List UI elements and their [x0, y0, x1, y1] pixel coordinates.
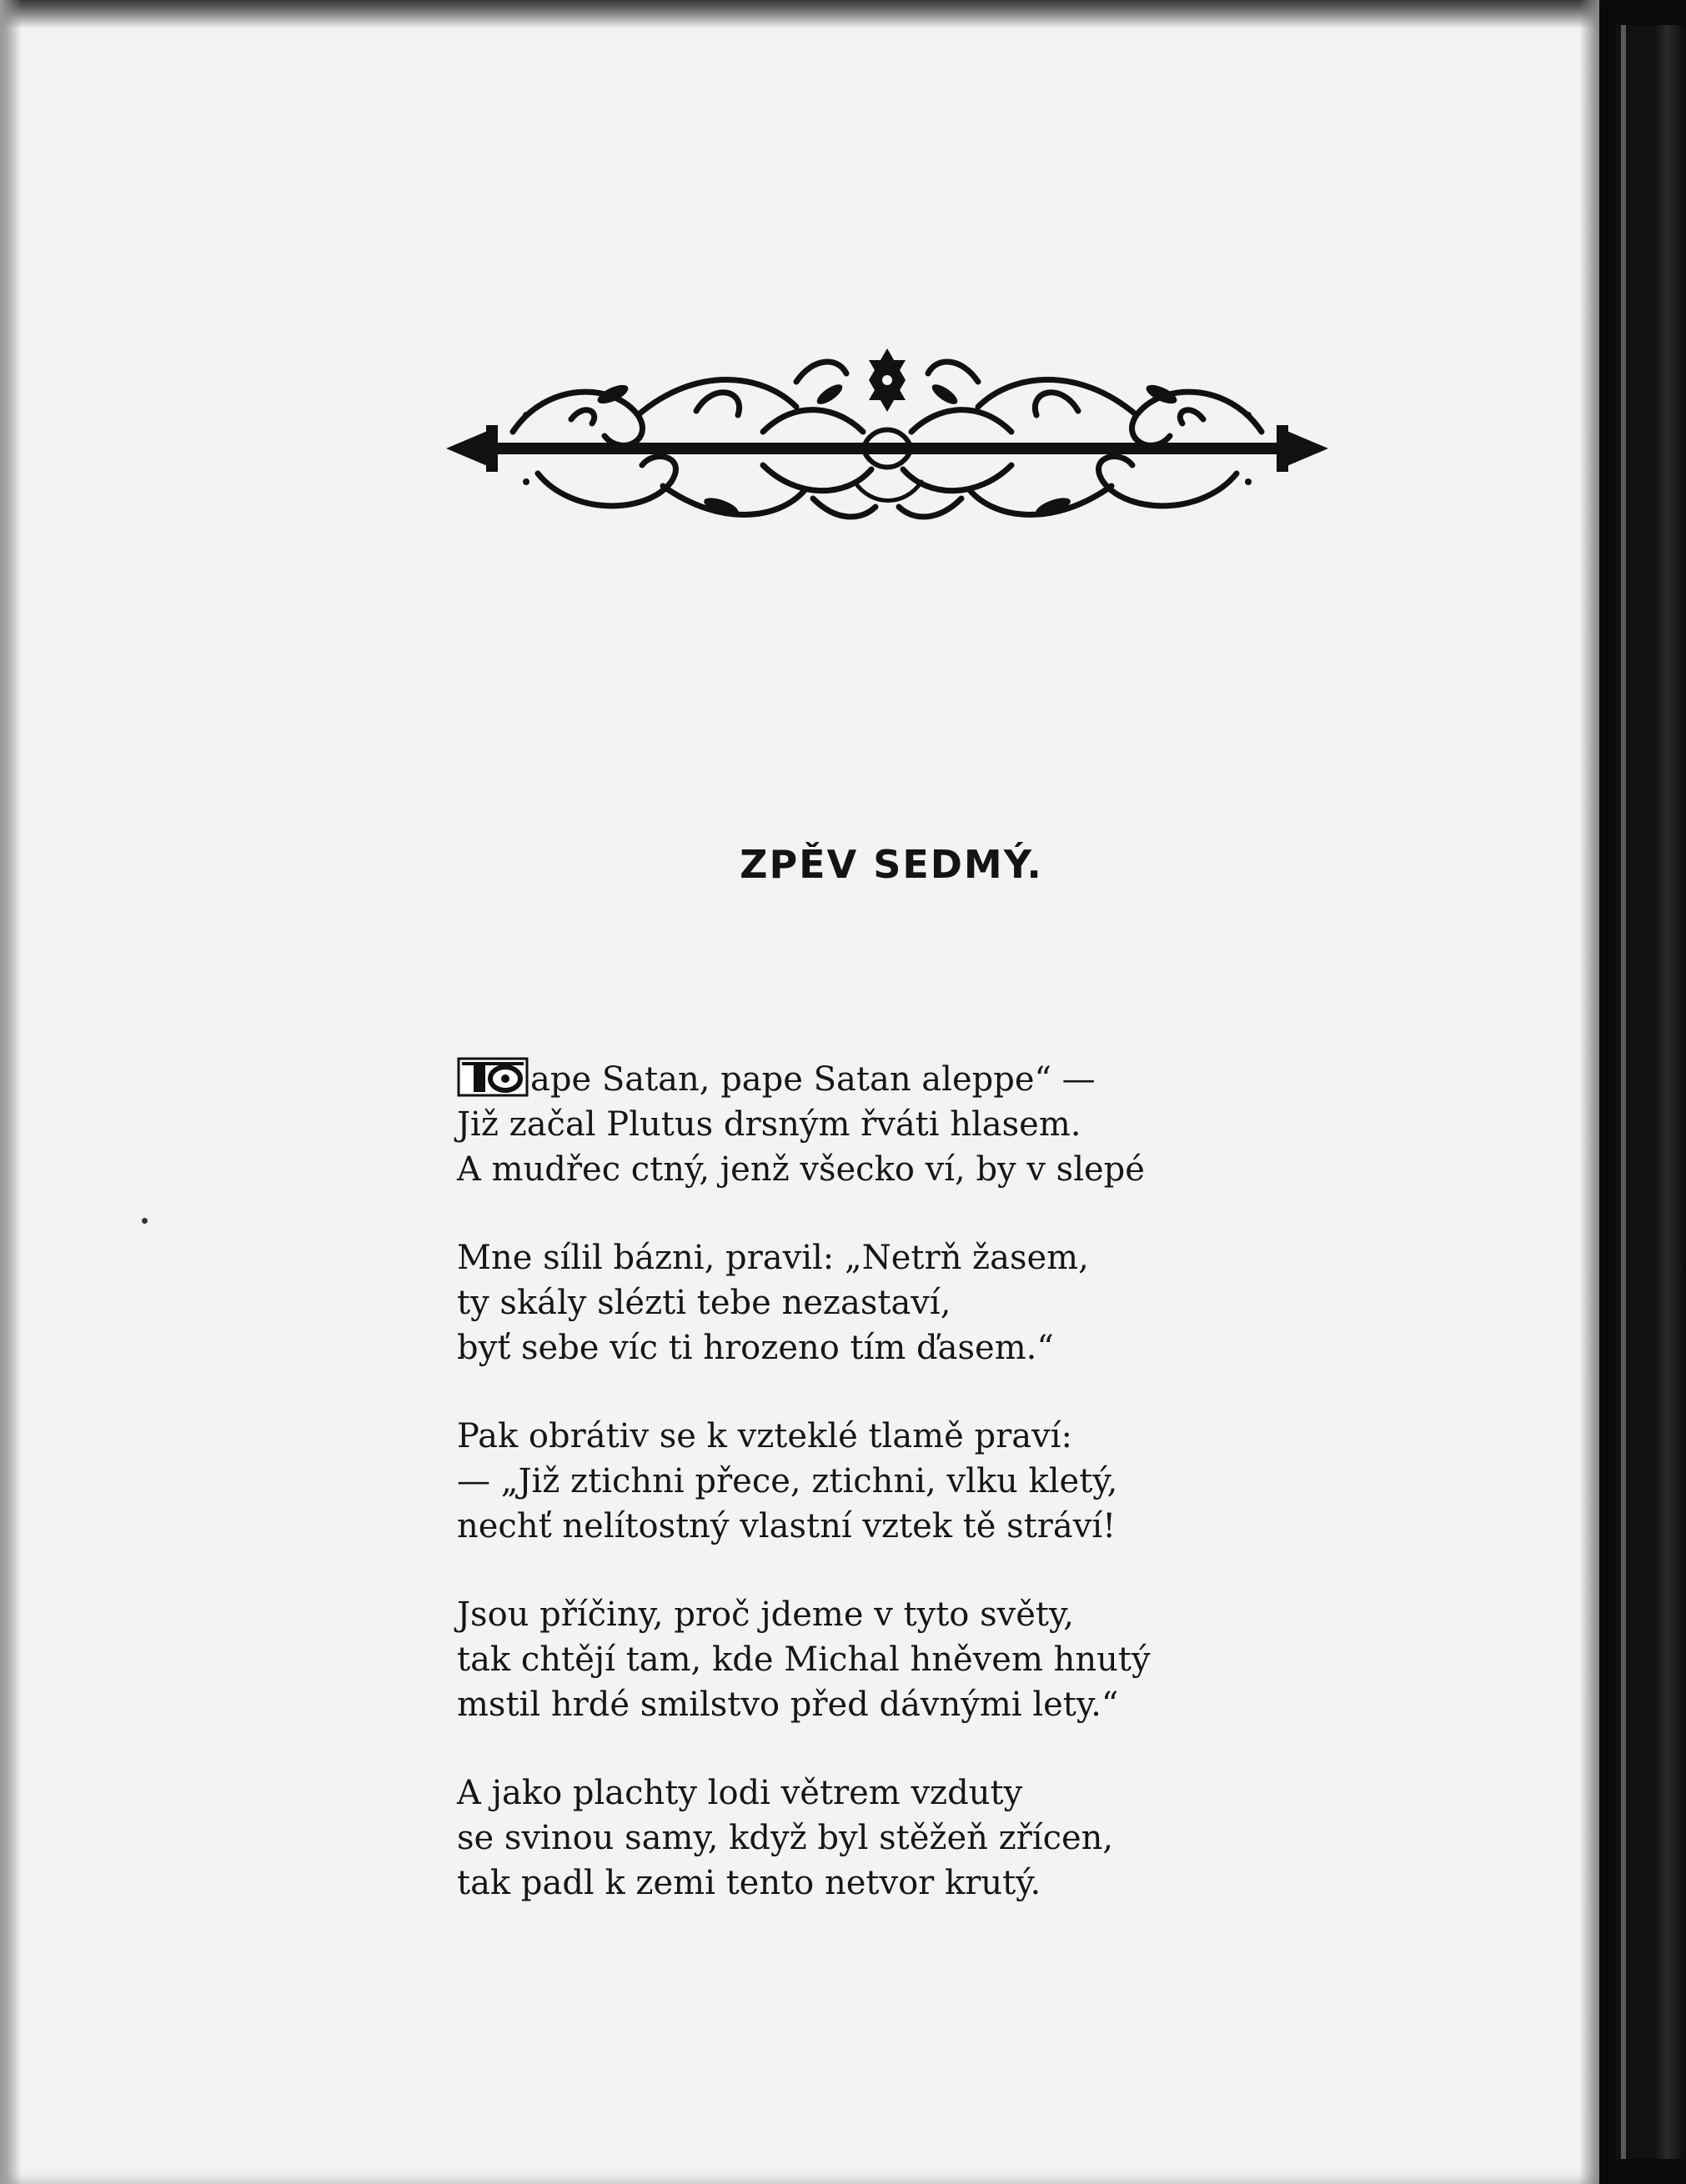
poem-line: se svinou samy, když byl stěžeň zřícen,: [457, 1819, 1114, 1857]
poem-first-line-text: ape Satan, pape Satan aleppe“ —: [530, 1060, 1096, 1099]
print-speck: [142, 1218, 148, 1224]
page-shadow-right: [1579, 0, 1599, 2184]
chapter-title: ZPĚV SEDMÝ.: [740, 842, 1043, 887]
poem-body: [457, 1055, 1151, 1949]
poem-line: byť sebe víc ti hrozeno tím ďasem.“: [457, 1329, 1054, 1367]
stanza-5: [457, 1771, 1151, 1906]
drop-cap-p-icon: [457, 1055, 529, 1099]
adjacent-page-edge-line: [1621, 25, 1626, 2159]
poem-line: mstil hrdé smilstvo před dávnými lety.“: [457, 1686, 1119, 1724]
poem-line: A jako plachty lodi větrem vzduty: [457, 1774, 1023, 1812]
adjacent-page-edge: [1616, 25, 1686, 2159]
stanza-3: [457, 1414, 1151, 1549]
poem-line: nechť nelítostný vlastní vztek tě stráví!: [457, 1507, 1116, 1545]
poem-line: Jsou příčiny, proč jdeme v tyto světy,: [457, 1595, 1074, 1634]
floral-headpiece-icon: [446, 332, 1328, 540]
poem-line: tak chtějí tam, kde Michal hněvem hnutý: [457, 1641, 1151, 1679]
poem-line: tak padl k zemi tento netvor krutý.: [457, 1864, 1041, 1902]
star-icon: [869, 348, 906, 412]
stanza-1: [457, 1055, 1151, 1192]
poem-line: Již začal Plutus drsným řváti hlasem.: [457, 1105, 1081, 1144]
poem-line: A mudřec ctný, jenž všecko ví, by v slepé: [457, 1150, 1145, 1189]
poem-first-line: [457, 1055, 1151, 1102]
page-shadow-top: [0, 0, 1599, 28]
poem-line: Mne sílil bázni, pravil: „Netrň žasem,: [457, 1239, 1089, 1277]
stanza-4: [457, 1592, 1151, 1727]
poem-line: ty skály slézti tebe nezastaví,: [457, 1284, 951, 1322]
page-shadow-left: [0, 0, 22, 2184]
poem-line: Pak obrátiv se k vzteklé tlamě praví:: [457, 1417, 1072, 1455]
poem-line: — „Již ztichni přece, ztichni, vlku kletý,: [457, 1462, 1118, 1500]
stanza-2: [457, 1235, 1151, 1370]
